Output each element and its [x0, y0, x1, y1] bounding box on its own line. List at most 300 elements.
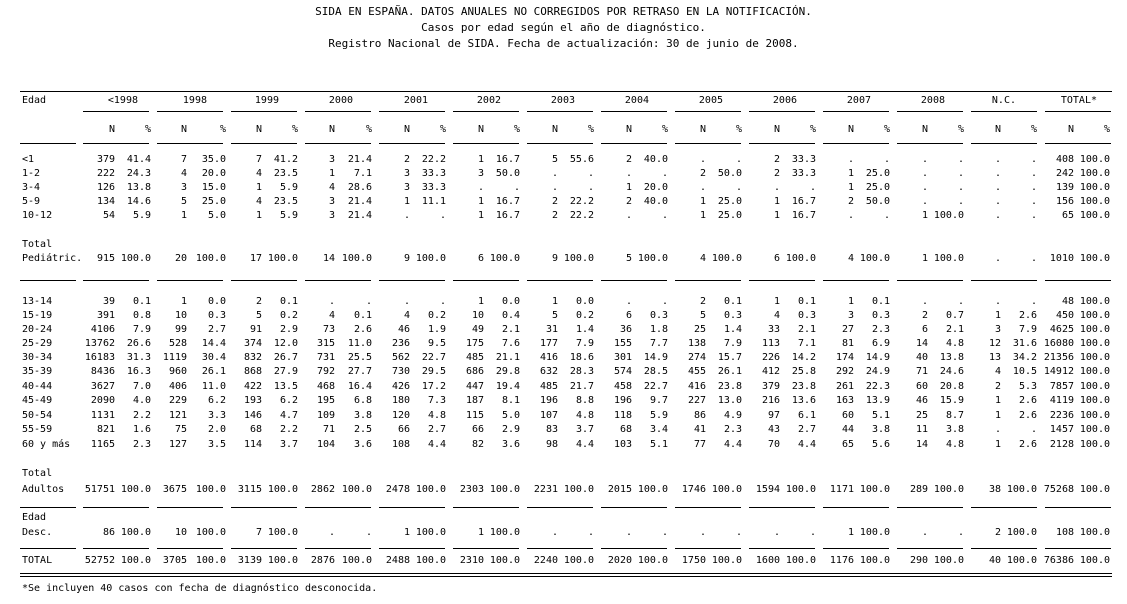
ped-total-n-8: 4: [699, 253, 706, 264]
adult-row-9-n-12: .: [994, 424, 1001, 435]
ped-row-4-pct-6: 22.2: [569, 210, 594, 221]
adult-row-9-n-3: 71: [322, 424, 335, 435]
ped-row-0-pct-4: 22.2: [421, 154, 446, 165]
ped-total-n-3: 14: [322, 253, 335, 264]
adult-row-1-pct-12: 2.6: [1018, 310, 1037, 321]
adult-row-7-pct-11: 15.9: [939, 395, 964, 406]
header-n-1: N: [180, 124, 187, 135]
ped-row-4-n-0: 54: [102, 210, 115, 221]
adult-bottom-rule-9: [749, 507, 815, 508]
grand-total-n-12: 40: [988, 555, 1001, 566]
header-bottom-rule-3: [305, 143, 371, 144]
adult-row-1-pct-13: 100.0: [1079, 310, 1110, 321]
adult-row-10-pct-0: 2.3: [132, 439, 151, 450]
adult-bottom-rule-13: [1045, 507, 1111, 508]
adult-row-9-pct-13: 100.0: [1079, 424, 1110, 435]
desc-row-n-12: 2: [994, 527, 1001, 538]
adult-row-4-n-8: 274: [687, 352, 706, 363]
ped-row-2-n-0: 126: [96, 182, 115, 193]
adult-row-2-pct-7: 1.8: [649, 324, 668, 335]
ped-row-0-n-11: .: [921, 154, 928, 165]
ped-row-1-n-13: 242: [1055, 168, 1074, 179]
adult-total-n-13: 75268: [1043, 484, 1074, 495]
adult-row-10-pct-11: 4.8: [945, 439, 964, 450]
adult-row-4-n-9: 226: [761, 352, 780, 363]
adult-row-8-n-9: 97: [767, 410, 780, 421]
adult-row-5-pct-1: 26.1: [201, 366, 226, 377]
adult-row-7-pct-7: 9.7: [649, 395, 668, 406]
ped-row-0-pct-10: .: [883, 154, 890, 165]
adult-row-9-pct-5: 2.9: [501, 424, 520, 435]
ped-row-0-n-5: 1: [477, 154, 484, 165]
ped-row-1-n-0: 222: [96, 168, 115, 179]
ped-row-0-n-10: .: [847, 154, 854, 165]
adult-row-3-n-8: 138: [687, 338, 706, 349]
adult-row-6-pct-13: 100.0: [1079, 381, 1110, 392]
adult-row-1-pct-7: 0.3: [649, 310, 668, 321]
adult-total-n-1: 3675: [162, 484, 187, 495]
adult-row-8-n-5: 115: [465, 410, 484, 421]
adult-row-6-n-6: 485: [539, 381, 558, 392]
adult-row-2-n-8: 25: [693, 324, 706, 335]
desc-row-n-6: .: [551, 527, 558, 538]
adult-row-0-n-3: .: [328, 296, 335, 307]
header-year-11: 2008: [920, 95, 945, 106]
adult-total-n-7: 2015: [607, 484, 632, 495]
ped-total-pct-6: 100.0: [563, 253, 594, 264]
ped-row-0-pct-11: .: [957, 154, 964, 165]
adult-row-9-pct-4: 2.7: [427, 424, 446, 435]
adult-total-pct-13: 100.0: [1079, 484, 1110, 495]
ped-row-4-n-10: .: [847, 210, 854, 221]
header-bottom-rule-2: [231, 143, 297, 144]
adult-row-4-n-7: 301: [613, 352, 632, 363]
adult-row-7-n-5: 187: [465, 395, 484, 406]
adult-row-10-pct-12: 2.6: [1018, 439, 1037, 450]
ped-bottom-rule-9: [749, 280, 815, 281]
adult-row-6-n-7: 458: [613, 381, 632, 392]
ped-bottom-rule-12: [971, 280, 1037, 281]
adult-row-3-pct-4: 9.5: [427, 338, 446, 349]
adult-row-2-pct-0: 7.9: [132, 324, 151, 335]
ped-row-1-pct-11: .: [957, 168, 964, 179]
adult-row-1-n-2: 5: [255, 310, 262, 321]
adult-row-6-label: 40-44: [22, 381, 53, 392]
desc-row-pct-3: .: [365, 527, 372, 538]
adult-row-4-n-12: 13: [988, 352, 1001, 363]
ped-bottom-rule-13: [1045, 280, 1111, 281]
adult-row-0-label: 13-14: [22, 296, 53, 307]
ped-row-3-n-13: 156: [1055, 196, 1074, 207]
adult-row-9-pct-12: .: [1030, 424, 1037, 435]
adult-row-8-pct-9: 6.1: [797, 410, 816, 421]
adult-row-9-n-6: 83: [545, 424, 558, 435]
adult-row-3-pct-10: 6.9: [871, 338, 890, 349]
adult-row-0-pct-0: 0.1: [132, 296, 151, 307]
adult-row-5-pct-10: 24.9: [865, 366, 890, 377]
adult-row-10-pct-6: 4.4: [575, 439, 594, 450]
adult-row-6-n-0: 3627: [90, 381, 115, 392]
adult-total-n-11: 289: [909, 484, 928, 495]
adult-row-4-pct-8: 15.7: [717, 352, 742, 363]
adult-row-0-n-6: 1: [551, 296, 558, 307]
adult-row-5-n-1: 960: [168, 366, 187, 377]
adult-row-5-pct-2: 27.9: [273, 366, 298, 377]
adult-row-10-n-10: 65: [841, 439, 854, 450]
header-year-12: N.C.: [991, 95, 1016, 106]
adult-row-6-pct-11: 20.8: [939, 381, 964, 392]
header-bottom-label-rule: [20, 143, 76, 144]
desc-row-pct-0: 100.0: [120, 527, 151, 538]
ped-row-1-label: 1-2: [22, 168, 41, 179]
adult-row-2-n-3: 73: [322, 324, 335, 335]
adult-row-6-pct-7: 22.7: [643, 381, 668, 392]
ped-total-pct-5: 100.0: [489, 253, 520, 264]
ped-total-pct-1: 100.0: [195, 253, 226, 264]
desc-bottom-rule-7: [601, 548, 667, 549]
adult-row-2-pct-3: 2.6: [353, 324, 372, 335]
header-year-underline-5: [453, 111, 519, 112]
ped-total-pct-7: 100.0: [637, 253, 668, 264]
desc-row-pct-4: 100.0: [415, 527, 446, 538]
adult-row-2-pct-2: 2.9: [279, 324, 298, 335]
adult-row-9-pct-7: 3.4: [649, 424, 668, 435]
ped-row-2-pct-8: .: [735, 182, 742, 193]
ped-row-0-n-8: .: [699, 154, 706, 165]
adult-row-8-pct-0: 2.2: [132, 410, 151, 421]
adult-row-2-pct-5: 2.1: [501, 324, 520, 335]
ped-bottom-rule-5: [453, 280, 519, 281]
ped-row-0-n-2: 7: [255, 154, 262, 165]
adult-row-9-n-1: 75: [174, 424, 187, 435]
header-pct-5: %: [513, 124, 520, 135]
ped-row-2-pct-5: .: [513, 182, 520, 193]
adult-row-9-label: 55-59: [22, 424, 53, 435]
ped-total-n-9: 6: [773, 253, 780, 264]
grand-total-pct-9: 100.0: [785, 555, 816, 566]
desc-bottom-rule-10: [823, 548, 889, 549]
adult-row-0-pct-4: .: [439, 296, 446, 307]
adult-row-5-pct-12: 10.5: [1012, 366, 1037, 377]
ped-total-n-6: 9: [551, 253, 558, 264]
ped-bottom-rule-7: [601, 280, 667, 281]
header-bottom-rule-11: [897, 143, 963, 144]
ped-row-1-n-6: .: [551, 168, 558, 179]
ped-row-4-pct-2: 5.9: [279, 210, 298, 221]
adult-row-9-pct-0: 1.6: [132, 424, 151, 435]
adult-row-6-n-13: 7857: [1049, 381, 1074, 392]
adult-row-10-pct-4: 4.4: [427, 439, 446, 450]
grand-total-pct-11: 100.0: [933, 555, 964, 566]
ped-row-3-n-3: 3: [328, 196, 335, 207]
ped-row-4-n-2: 1: [255, 210, 262, 221]
header-pct-8: %: [735, 124, 742, 135]
header-bottom-rule-8: [675, 143, 741, 144]
ped-row-1-n-12: .: [994, 168, 1001, 179]
desc-bottom-rule-6: [527, 548, 593, 549]
adult-row-0-n-2: 2: [255, 296, 262, 307]
ped-row-0-n-3: 3: [328, 154, 335, 165]
ped-row-2-n-7: 1: [625, 182, 632, 193]
adult-row-5-pct-3: 27.7: [347, 366, 372, 377]
header-pct-7: %: [661, 124, 668, 135]
desc-bottom-rule-9: [749, 548, 815, 549]
adult-row-6-pct-10: 22.3: [865, 381, 890, 392]
adult-row-5-pct-0: 16.3: [126, 366, 151, 377]
adult-total-n-12: 38: [988, 484, 1001, 495]
ped-row-0-n-12: .: [994, 154, 1001, 165]
ped-row-1-n-5: 3: [477, 168, 484, 179]
desc-row-pct-1: 100.0: [195, 527, 226, 538]
ped-row-0-n-13: 408: [1055, 154, 1074, 165]
adult-row-8-pct-2: 4.7: [279, 410, 298, 421]
grand-total-pct-10: 100.0: [859, 555, 890, 566]
adult-row-4-pct-5: 21.1: [495, 352, 520, 363]
adult-row-9-n-11: 11: [915, 424, 928, 435]
adult-row-7-pct-8: 13.0: [717, 395, 742, 406]
ped-total-n-0: 915: [96, 253, 115, 264]
adult-row-7-pct-10: 13.9: [865, 395, 890, 406]
adult-total-pct-3: 100.0: [341, 484, 372, 495]
adult-bottom-rule-5: [453, 507, 519, 508]
adult-row-10-n-6: 98: [545, 439, 558, 450]
adult-row-4-pct-12: 34.2: [1012, 352, 1037, 363]
ped-total-n-12: .: [994, 253, 1001, 264]
header-bottom-rule-1: [157, 143, 223, 144]
ped-row-3-pct-7: 40.0: [643, 196, 668, 207]
adult-row-7-n-1: 229: [168, 395, 187, 406]
adult-row-0-pct-1: 0.0: [207, 296, 226, 307]
ped-row-4-pct-9: 16.7: [791, 210, 816, 221]
ped-row-1-pct-9: 33.3: [791, 168, 816, 179]
adult-row-8-pct-13: 100.0: [1079, 410, 1110, 421]
adult-row-0-pct-3: .: [365, 296, 372, 307]
adult-row-6-pct-3: 16.4: [347, 381, 372, 392]
ped-row-2-pct-11: .: [957, 182, 964, 193]
ped-row-0-pct-12: .: [1030, 154, 1037, 165]
adult-total-pct-2: 100.0: [267, 484, 298, 495]
ped-row-3-pct-13: 100.0: [1079, 196, 1110, 207]
ped-total-n-5: 6: [477, 253, 484, 264]
header-year-underline-6: [527, 111, 593, 112]
adult-row-8-label: 50-54: [22, 410, 53, 421]
adult-row-1-pct-4: 0.2: [427, 310, 446, 321]
header-year-6: 2003: [550, 95, 575, 106]
header-edad: Edad: [22, 95, 47, 106]
ped-row-0-pct-6: 55.6: [569, 154, 594, 165]
adult-row-8-n-10: 60: [841, 410, 854, 421]
header-pct-9: %: [809, 124, 816, 135]
adult-row-5-n-5: 686: [465, 366, 484, 377]
adult-row-2-n-10: 27: [841, 324, 854, 335]
ped-row-4-pct-5: 16.7: [495, 210, 520, 221]
adult-row-7-pct-12: 2.6: [1018, 395, 1037, 406]
desc-row-pct-10: 100.0: [859, 527, 890, 538]
adult-row-1-pct-1: 0.3: [207, 310, 226, 321]
adult-row-5-pct-13: 100.0: [1079, 366, 1110, 377]
ped-row-4-pct-11: 100.0: [933, 210, 964, 221]
adult-row-10-label: 60 y más: [22, 439, 71, 450]
adult-row-7-n-9: 216: [761, 395, 780, 406]
adult-row-3-pct-9: 7.1: [797, 338, 816, 349]
adult-row-4-pct-0: 31.3: [126, 352, 151, 363]
header-pct-0: %: [144, 124, 151, 135]
adult-total-pct-7: 100.0: [637, 484, 668, 495]
ped-row-2-n-6: .: [551, 182, 558, 193]
ped-row-2-pct-13: 100.0: [1079, 182, 1110, 193]
adult-row-5-n-3: 792: [316, 366, 335, 377]
adult-row-8-pct-10: 5.1: [871, 410, 890, 421]
ped-total-pct-9: 100.0: [785, 253, 816, 264]
adult-bottom-rule-7: [601, 507, 667, 508]
bottom-rule-1: [20, 573, 1112, 574]
ped-row-3-pct-1: 25.0: [201, 196, 226, 207]
adult-row-1-n-10: 3: [847, 310, 854, 321]
ped-row-1-pct-8: 50.0: [717, 168, 742, 179]
ped-total-pct-3: 100.0: [341, 253, 372, 264]
adult-row-4-n-13: 21356: [1043, 352, 1074, 363]
desc-row-pct-8: .: [735, 527, 742, 538]
adult-row-2-n-13: 4625: [1049, 324, 1074, 335]
ped-row-1-pct-13: 100.0: [1079, 168, 1110, 179]
desc-bottom-rule-1: [157, 548, 223, 549]
adult-row-5-pct-4: 29.5: [421, 366, 446, 377]
desc-bottom-rule-13: [1045, 548, 1111, 549]
adult-row-10-n-3: 104: [316, 439, 335, 450]
ped-bottom-rule-3: [305, 280, 371, 281]
adult-row-1-pct-3: 0.1: [353, 310, 372, 321]
adult-row-2-pct-9: 2.1: [797, 324, 816, 335]
grand-total-pct-5: 100.0: [489, 555, 520, 566]
adult-row-1-n-6: 5: [551, 310, 558, 321]
ped-row-1-pct-2: 23.5: [273, 168, 298, 179]
ped-row-1-pct-7: .: [661, 168, 668, 179]
adult-row-7-n-10: 163: [835, 395, 854, 406]
adult-bottom-rule-2: [231, 507, 297, 508]
ped-row-2-label: 3-4: [22, 182, 41, 193]
adult-row-8-n-13: 2236: [1049, 410, 1074, 421]
adult-bottom-rule-0: [83, 507, 149, 508]
desc-bottom-label-rule: [20, 548, 76, 549]
header-n-10: N: [847, 124, 854, 135]
header-bottom-rule-10: [823, 143, 889, 144]
adult-row-8-pct-7: 5.9: [649, 410, 668, 421]
adult-row-6-pct-5: 19.4: [495, 381, 520, 392]
ped-row-1-n-10: 1: [847, 168, 854, 179]
adult-row-7-n-4: 180: [391, 395, 410, 406]
adult-row-7-label: 45-49: [22, 395, 53, 406]
ped-row-4-n-3: 3: [328, 210, 335, 221]
adult-row-6-n-1: 406: [168, 381, 187, 392]
ped-row-2-pct-1: 15.0: [201, 182, 226, 193]
bottom-rule-2: [20, 576, 1112, 577]
adult-row-4-pct-10: 14.9: [865, 352, 890, 363]
grand-total-pct-1: 100.0: [195, 555, 226, 566]
header-bottom-rule-12: [971, 143, 1037, 144]
header-n-6: N: [551, 124, 558, 135]
adult-row-10-n-11: 14: [915, 439, 928, 450]
ped-bottom-rule-4: [379, 280, 445, 281]
adult-row-1-pct-2: 0.2: [279, 310, 298, 321]
header-pct-12: %: [1030, 124, 1037, 135]
adult-row-2-n-12: 3: [994, 324, 1001, 335]
ped-total-pct-10: 100.0: [859, 253, 890, 264]
ped-row-1-pct-6: .: [587, 168, 594, 179]
adult-row-6-n-3: 468: [316, 381, 335, 392]
ped-total-n-13: 1010: [1049, 253, 1074, 264]
adult-total-pct-6: 100.0: [563, 484, 594, 495]
desc-bottom-rule-12: [971, 548, 1037, 549]
ped-total-n-1: 20: [174, 253, 187, 264]
ped-row-1-n-2: 4: [255, 168, 262, 179]
adult-row-7-pct-3: 6.8: [353, 395, 372, 406]
adult-row-5-n-0: 8436: [90, 366, 115, 377]
adult-row-0-pct-13: 100.0: [1079, 296, 1110, 307]
ped-row-3-pct-9: 16.7: [791, 196, 816, 207]
ped-row-4-pct-3: 21.4: [347, 210, 372, 221]
adult-row-0-pct-9: 0.1: [797, 296, 816, 307]
desc-row-n-2: 7: [255, 527, 262, 538]
adult-row-8-pct-3: 3.8: [353, 410, 372, 421]
adult-row-2-n-0: 4106: [90, 324, 115, 335]
ped-row-4-pct-1: 5.0: [207, 210, 226, 221]
grand-total-pct-2: 100.0: [267, 555, 298, 566]
adult-row-9-n-4: 66: [397, 424, 410, 435]
adult-row-10-pct-1: 3.5: [207, 439, 226, 450]
desc-bottom-rule-2: [231, 548, 297, 549]
ped-row-4-n-6: 2: [551, 210, 558, 221]
adult-row-0-n-10: 1: [847, 296, 854, 307]
adult-row-3-pct-2: 12.0: [273, 338, 298, 349]
adult-row-7-pct-4: 7.3: [427, 395, 446, 406]
adult-row-10-n-9: 70: [767, 439, 780, 450]
adult-row-9-pct-9: 2.7: [797, 424, 816, 435]
ped-row-0-n-7: 2: [625, 154, 632, 165]
adult-row-2-pct-1: 2.7: [207, 324, 226, 335]
adult-row-9-n-13: 1457: [1049, 424, 1074, 435]
adult-row-6-n-12: 2: [994, 381, 1001, 392]
adult-row-6-pct-9: 23.8: [791, 381, 816, 392]
report-title-line-2: Casos por edad según el año de diagnóstico.: [421, 21, 706, 34]
header-n-8: N: [699, 124, 706, 135]
adult-total-pct-0: 100.0: [120, 484, 151, 495]
ped-row-4-pct-10: .: [883, 210, 890, 221]
grand-total-n-10: 1176: [829, 555, 854, 566]
adult-row-10-n-13: 2128: [1049, 439, 1074, 450]
header-pct-10: %: [883, 124, 890, 135]
ped-row-3-n-11: .: [921, 196, 928, 207]
ped-row-1-n-1: 4: [180, 168, 187, 179]
adult-row-7-pct-1: 6.2: [207, 395, 226, 406]
ped-row-3-pct-11: .: [957, 196, 964, 207]
ped-bottom-rule-2: [231, 280, 297, 281]
adult-row-1-label: 15-19: [22, 310, 53, 321]
ped-total-pct-4: 100.0: [415, 253, 446, 264]
adult-total-n-3: 2862: [310, 484, 335, 495]
adult-row-6-n-10: 261: [835, 381, 854, 392]
adult-row-1-pct-0: 0.8: [132, 310, 151, 321]
adult-bottom-rule-6: [527, 507, 593, 508]
ped-row-0-pct-1: 35.0: [201, 154, 226, 165]
desc-row-n-9: .: [773, 527, 780, 538]
adult-bottom-rule-10: [823, 507, 889, 508]
header-year-10: 2007: [846, 95, 871, 106]
adult-total-n-8: 1746: [681, 484, 706, 495]
grand-total-pct-13: 100.0: [1079, 555, 1110, 566]
adult-row-0-n-0: 39: [102, 296, 115, 307]
header-year-13: TOTAL*: [1060, 95, 1097, 106]
adult-row-5-pct-9: 25.8: [791, 366, 816, 377]
